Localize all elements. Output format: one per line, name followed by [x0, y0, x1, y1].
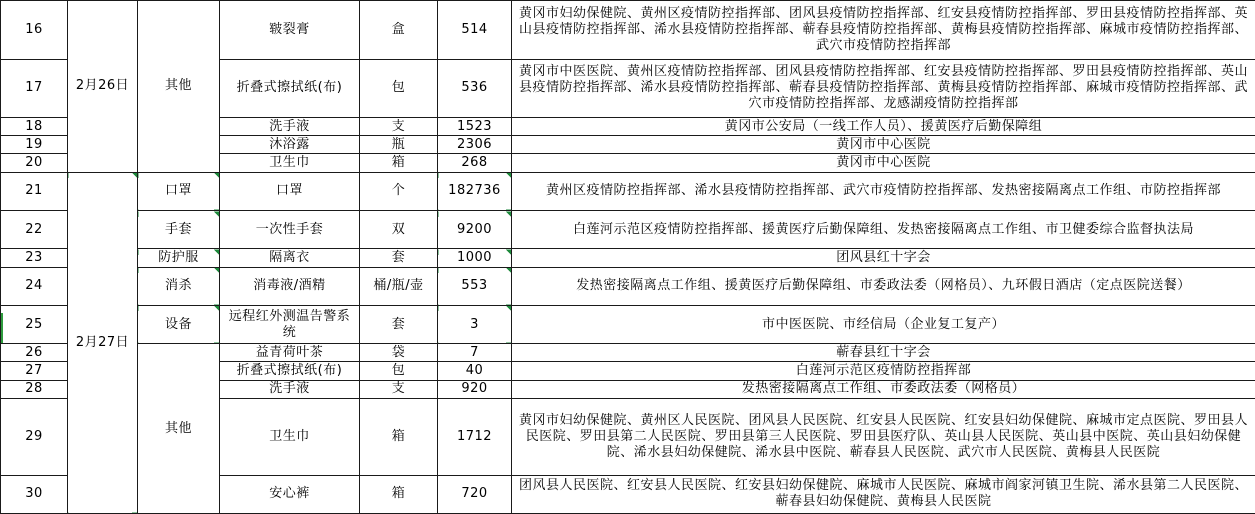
item-name: 消毒液/酒精 — [220, 267, 360, 305]
unit-cell: 套 — [360, 305, 438, 343]
recipient-cell: 黄州区疫情防控指挥部、浠水县疫情防控指挥部、武穴市疫情防控指挥部、发热密接隔离点工作组、市防控指挥部 — [512, 172, 1255, 210]
row-number: 28 — [1, 380, 68, 398]
row-number: 26 — [1, 344, 68, 362]
unit-cell: 桶/瓶/壶 — [360, 267, 438, 305]
recipient-cell: 蕲春县红十字会 — [512, 344, 1255, 362]
quantity-cell: 268 — [438, 154, 512, 172]
category-cell: 手套 — [138, 211, 220, 249]
category-cell: 消杀 — [138, 267, 220, 305]
recipient-cell: 黄冈市妇幼保健院、黄州区人民医院、团风县人民医院、红安县人民医院、红安县妇幼保健院、麻城市定点医院、罗田县人民医院、罗田县第二人民医院、罗田县第三人民医院、罗田县医疗队、英山县人民医院、英山县中医院、英山县妇幼保健院、浠水县妇幼保健院、浠水县中医院、蕲春县人民医院、武穴市人民医院、黄梅县人民医院 — [512, 398, 1255, 475]
unit-cell: 双 — [360, 211, 438, 249]
recipient-cell: 发热密接隔离点工作组、市委政法委（网格员） — [512, 380, 1255, 398]
category-cell: 防护服 — [138, 249, 220, 267]
quantity-cell: 920 — [438, 380, 512, 398]
item-name: 安心裤 — [220, 475, 360, 514]
item-name: 沐浴露 — [220, 136, 360, 154]
item-name: 隔离衣 — [220, 249, 360, 267]
quantity-cell: 182736 — [438, 172, 512, 210]
quantity-cell: 7 — [438, 344, 512, 362]
recipient-cell: 白莲河示范区疫情防控指挥部 — [512, 362, 1255, 380]
table-row[interactable] — [1, 305, 1255, 343]
row-number: 21 — [1, 172, 68, 210]
item-name: 洗手液 — [220, 118, 360, 136]
unit-cell: 包 — [360, 59, 438, 118]
unit-cell: 瓶 — [360, 136, 438, 154]
category-cell: 其他 — [138, 1, 220, 173]
unit-cell: 个 — [360, 172, 438, 210]
recipient-cell: 发热密接隔离点工作组、援黄医疗后勤保障组、市委政法委（网格员）、九环假日酒店（定点医院送餐） — [512, 267, 1255, 305]
row-number: 17 — [1, 59, 68, 118]
row-number: 16 — [1, 1, 68, 60]
unit-cell: 支 — [360, 118, 438, 136]
item-name: 口罩 — [220, 172, 360, 210]
quantity-cell: 514 — [438, 1, 512, 60]
recipient-cell: 市中医医院、市经信局（企业复工复产） — [512, 305, 1255, 343]
row-number: 25 — [1, 305, 68, 343]
quantity-cell: 3 — [438, 305, 512, 343]
recipient-cell: 黄冈市中心医院 — [512, 136, 1255, 154]
table-row[interactable] — [1, 344, 1255, 362]
category-cell: 设备 — [138, 305, 220, 343]
quantity-cell: 720 — [438, 475, 512, 514]
unit-cell: 箱 — [360, 475, 438, 514]
quantity-cell: 9200 — [438, 211, 512, 249]
quantity-cell: 553 — [438, 267, 512, 305]
quantity-cell: 1712 — [438, 398, 512, 475]
recipient-cell: 团风县红十字会 — [512, 249, 1255, 267]
row-number: 22 — [1, 211, 68, 249]
unit-cell: 套 — [360, 249, 438, 267]
recipient-cell: 白莲河示范区疫情防控指挥部、援黄医疗后勤保障组、发热密接隔离点工作组、市卫健委综合监督执法局 — [512, 211, 1255, 249]
recipient-cell: 黄冈市公安局（一线工作人员）、援黄医疗后勤保障组 — [512, 118, 1255, 136]
recipient-cell: 团风县人民医院、红安县人民医院、红安县妇幼保健院、麻城市人民医院、麻城市阎家河镇卫生院、浠水县第二人民医院、蕲春县妇幼保健院、黄梅县人民医院 — [512, 475, 1255, 514]
quantity-cell: 1000 — [438, 249, 512, 267]
category-cell: 口罩 — [138, 172, 220, 210]
item-name: 卫生巾 — [220, 154, 360, 172]
category-cell: 其他 — [138, 344, 220, 514]
table-row[interactable] — [1, 172, 1255, 210]
row-number: 30 — [1, 475, 68, 514]
row-number: 24 — [1, 267, 68, 305]
recipient-cell: 黄冈市中医医院、黄州区疫情防控指挥部、团风县疫情防控指挥部、红安县疫情防控指挥部、罗田县疫情防控指挥部、英山县疫情防控指挥部、浠水县疫情防控指挥部、蕲春县疫情防控指挥部、黄梅县疫情防控指挥部、麻城市疫情防控指挥部、武穴市疫情防控指挥部、龙感湖疫情防控指挥部 — [512, 59, 1255, 118]
item-name: 远程红外测温告警系统 — [220, 305, 360, 343]
unit-cell: 箱 — [360, 154, 438, 172]
row-number: 18 — [1, 118, 68, 136]
unit-cell: 箱 — [360, 398, 438, 475]
item-name: 益青荷叶茶 — [220, 344, 360, 362]
unit-cell: 包 — [360, 362, 438, 380]
date-cell: 2月26日 — [68, 1, 138, 173]
row-number: 19 — [1, 136, 68, 154]
item-name: 皲裂膏 — [220, 1, 360, 60]
table-row[interactable] — [1, 211, 1255, 249]
quantity-cell: 1523 — [438, 118, 512, 136]
unit-cell: 支 — [360, 380, 438, 398]
quantity-cell: 2306 — [438, 136, 512, 154]
item-name: 一次性手套 — [220, 211, 360, 249]
item-name: 洗手液 — [220, 380, 360, 398]
table-row[interactable] — [1, 249, 1255, 267]
item-name: 折叠式擦拭纸(布) — [220, 59, 360, 118]
quantity-cell: 40 — [438, 362, 512, 380]
item-name: 折叠式擦拭纸(布) — [220, 362, 360, 380]
date-cell: 2月27日 — [68, 172, 138, 513]
row-number: 27 — [1, 362, 68, 380]
unit-cell: 盒 — [360, 1, 438, 60]
recipient-cell: 黄冈市中心医院 — [512, 154, 1255, 172]
row-number: 20 — [1, 154, 68, 172]
row-number: 23 — [1, 249, 68, 267]
row-number: 29 — [1, 398, 68, 475]
unit-cell: 袋 — [360, 344, 438, 362]
item-name: 卫生巾 — [220, 398, 360, 475]
recipient-cell: 黄冈市妇幼保健院、黄州区疫情防控指挥部、团风县疫情防控指挥部、红安县疫情防控指挥部、罗田县疫情防控指挥部、英山县疫情防控指挥部、浠水县疫情防控指挥部、蕲春县疫情防控指挥部、黄梅县疫情防控指挥部、麻城市疫情防控指挥部、武穴市疫情防控指挥部 — [512, 1, 1255, 60]
quantity-cell: 536 — [438, 59, 512, 118]
table-row[interactable] — [1, 1, 1255, 60]
table-row[interactable] — [1, 267, 1255, 305]
